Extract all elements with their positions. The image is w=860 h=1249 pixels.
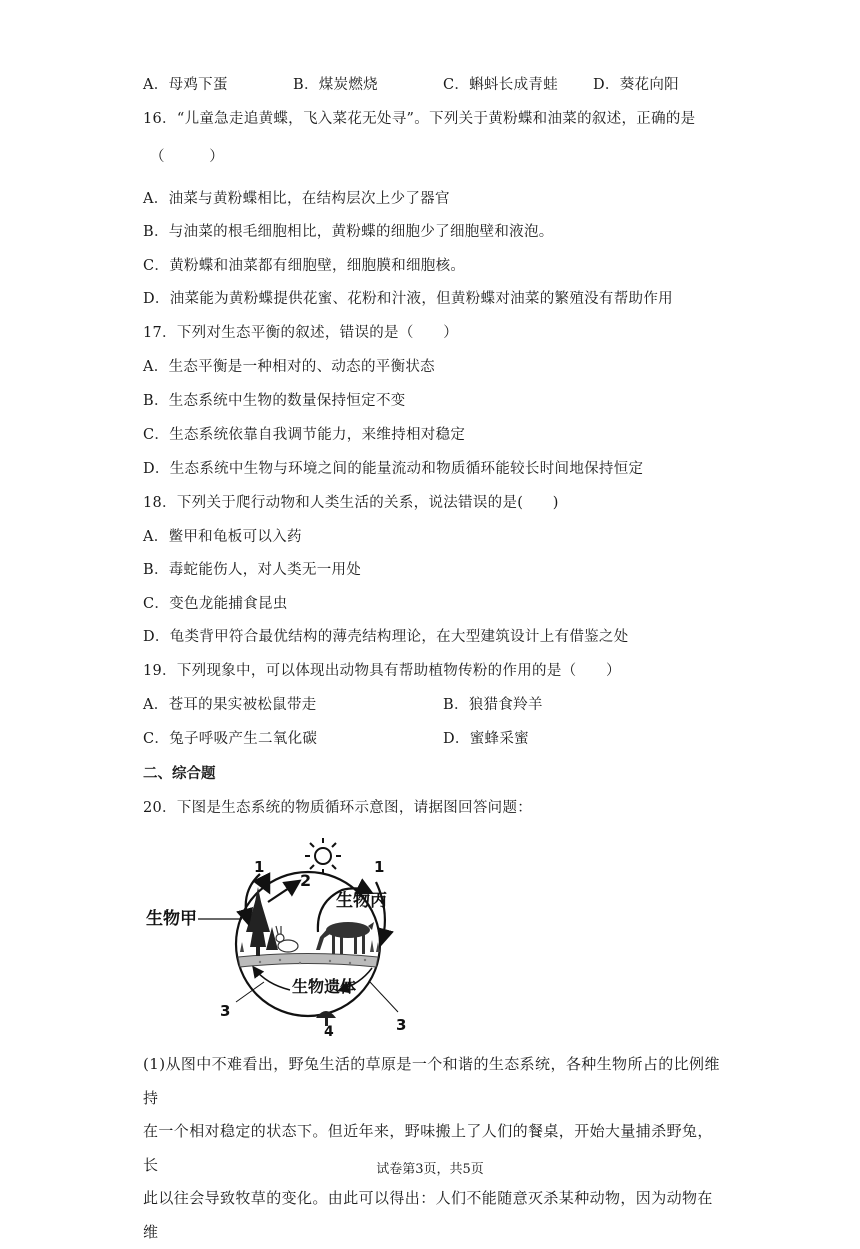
q19-option-a: A．苍耳的果实被松鼠带走 (143, 697, 317, 713)
page-footer: 试卷第3页，共5页 (376, 1162, 484, 1177)
label-organism-jia: 生物甲 (146, 909, 197, 929)
arrow-tree-to-air (268, 882, 298, 902)
q16-option-a: A．油菜与黄粉蝶相比，在结构层次上少了器官 (143, 191, 450, 207)
rabbit-icon (276, 926, 298, 952)
label-number-1-left: 1 (254, 858, 265, 876)
q20-para-line-2: 在一个相对稳定的状态下。但近年来，野味搬上了人们的餐桌，开始大量捕杀野兔，长 (143, 1122, 713, 1174)
label-organism-bing: 生物丙 (336, 891, 387, 911)
label-number-1-right: 1 (374, 858, 385, 876)
material-cycle-diagram (140, 832, 440, 1037)
q18-stem: 18．下列关于爬行动物和人类生活的关系，说法错误的是( ) (143, 495, 559, 511)
q15-option-a: A．母鸡下蛋 (143, 77, 228, 93)
q15-option-d: D．葵花向阳 (593, 77, 679, 93)
label-organism-remains: 生物遗体 (292, 977, 357, 996)
q18-option-b: B．毒蛇能伤人，对人类无一用处 (143, 562, 362, 578)
deer-icon (316, 922, 374, 954)
q16-stem: 16．“儿童急走追黄蝶，飞入菜花无处寻”。下列关于黄粉蝶和油菜的叙述，正确的是 (143, 111, 696, 127)
q16-option-d: D．油菜能为黄粉蝶提供花蜜、花粉和汁液，但黄粉蝶对油菜的繁殖没有帮助作用 (143, 291, 673, 307)
q17-option-d: D．生态系统中生物与环境之间的能量流动和物质循环能较长时间地保持恒定 (143, 461, 644, 477)
q16-option-b: B．与油菜的根毛细胞相比，黄粉蝶的细胞少了细胞壁和液泡。 (143, 224, 554, 240)
q17-option-c: C．生态系统依靠自我调节能力，来维持相对稳定 (143, 427, 466, 443)
q15-option-b: B．煤炭燃烧 (293, 77, 378, 93)
q16-option-c: C．黄粉蝶和油菜都有细胞壁，细胞膜和细胞核。 (143, 258, 466, 274)
label-number-3-left: 3 (220, 1002, 231, 1020)
arrow-remains-left (254, 968, 290, 990)
q17-option-a: A．生态平衡是一种相对的、动态的平衡状态 (143, 359, 435, 375)
q15-option-c: C．蝌蚪长成青蛙 (443, 77, 558, 93)
q19-option-b: B．狼猎食羚羊 (443, 697, 543, 713)
q18-option-d: D．龟类背甲符合最优结构的薄壳结构理论，在大型建筑设计上有借鉴之处 (143, 629, 629, 645)
q16-answer-blank: （ ） (150, 149, 224, 165)
q20-para-line-3: 此以往会导致牧草的变化。由此可以得出：人们不能随意灭杀某种动物，因为动物在维 (143, 1189, 713, 1241)
q17-option-b: B．生态系统中生物的数量保持恒定不变 (143, 393, 406, 409)
leader-3-right (370, 982, 398, 1012)
q17-stem: 17．下列对生态平衡的叙述，错误的是（ ） (143, 325, 459, 341)
q18-option-a: A．鳖甲和龟板可以入药 (143, 529, 302, 545)
section-title: 二、综合题 (143, 766, 216, 782)
q20-stem: 20．下图是生态系统的物质循环示意图，请据图回答问题： (143, 800, 533, 816)
label-number-3-right: 3 (396, 1016, 407, 1034)
q19-option-d: D．蜜蜂采蜜 (443, 731, 529, 747)
q20-paragraph (143, 1048, 723, 1249)
label-number-4: 4 (324, 1024, 334, 1037)
q18-option-c: C．变色龙能捕食昆虫 (143, 596, 288, 612)
q19-stem: 19．下列现象中，可以体现出动物具有帮助植物传粉的作用的是（ ） (143, 663, 621, 679)
q19-option-c: C．兔子呼吸产生二氧化碳 (143, 731, 318, 747)
label-number-2: 2 (300, 871, 312, 890)
sun-icon (305, 838, 341, 874)
q20-para-line-1: (1)从图中不难看出，野兔生活的草原是一个和谐的生态系统，各种生物所占的比例维持 (143, 1055, 720, 1107)
